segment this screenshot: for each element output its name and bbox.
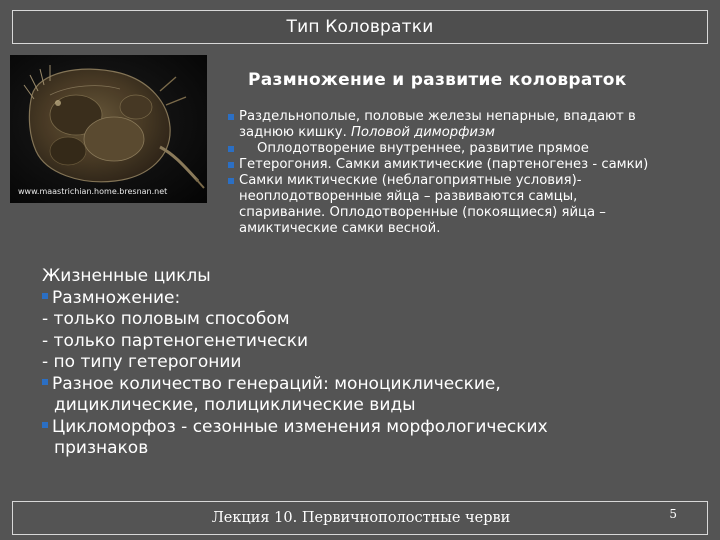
photo-credit: www.maastrichian.home.bresnan.net: [18, 187, 168, 196]
bullet-square-icon: [42, 422, 48, 428]
section-subtitle: Размножение и развитие коловраток: [248, 70, 627, 90]
slide-title: Тип Коловратки: [286, 17, 434, 37]
bullet-text: Гетерогония. Самки амиктические (партеногенез - самки): [239, 157, 649, 172]
life-cycle-section: [42, 266, 682, 460]
footer-bar: [12, 501, 708, 535]
mode-parthenogenetic: - только партеногенетически: [42, 330, 309, 351]
mode-sexual: - только половым способом: [42, 309, 290, 329]
generations-line: [42, 374, 682, 396]
cyclomorphosis-continuation: признаков: [54, 438, 149, 458]
bullet-text-continuation: амиктические самки весной.: [239, 221, 441, 236]
bullet-italic-text: Половой диморфизм: [351, 125, 495, 140]
bullet-square-icon: [228, 146, 234, 152]
bullet-text: Раздельнополые, половые железы непарные, впадают в: [239, 109, 636, 124]
bullet-text: Самки миктические (неблагоприятные условия)-: [239, 173, 582, 188]
rotifer-photo: [10, 55, 207, 203]
bullet-square-icon: [228, 162, 234, 168]
mode-heterogony: - по типу гетерогонии: [42, 352, 242, 372]
bullet-item: [226, 109, 696, 141]
cyclomorphosis-line: [42, 417, 682, 439]
bullet-item: [226, 141, 696, 157]
rotifer-illustration: [10, 55, 207, 203]
bullet-text-continuation: неоплодотворенные яйца – развиваются самцы,: [239, 189, 578, 204]
bullet-square-icon: [42, 293, 48, 299]
bullet-square-icon: [228, 178, 234, 184]
generations-text: Разное количество генераций: моноциклические,: [52, 373, 501, 394]
reproduction-line: [42, 288, 682, 310]
generations-continuation: дициклические, полициклические виды: [54, 395, 416, 415]
reproduction-bullets: [226, 109, 696, 237]
bullet-square-icon: [42, 379, 48, 385]
life-cycle-heading: Жизненные циклы: [42, 266, 211, 286]
bullet-text: заднюю кишку.: [239, 125, 347, 140]
bullet-text-continuation: [239, 125, 696, 141]
lecture-title: Лекция 10. Первичнополостные черви: [211, 510, 511, 526]
bullet-text-continuation: спаривание. Оплодотворенные (покоящиеся) яйца –: [239, 205, 606, 220]
bullet-text: Оплодотворение внутреннее, развитие прямое: [257, 141, 589, 156]
bullet-square-icon: [228, 114, 234, 120]
cyclomorphosis-text: Цикломорфоз - сезонные изменения морфологических: [52, 416, 548, 437]
reproduction-label: Размножение:: [52, 287, 181, 308]
page-number: 5: [669, 507, 677, 521]
title-bar: [12, 10, 708, 44]
bullet-item: [226, 173, 696, 237]
bullet-item: [226, 157, 696, 173]
